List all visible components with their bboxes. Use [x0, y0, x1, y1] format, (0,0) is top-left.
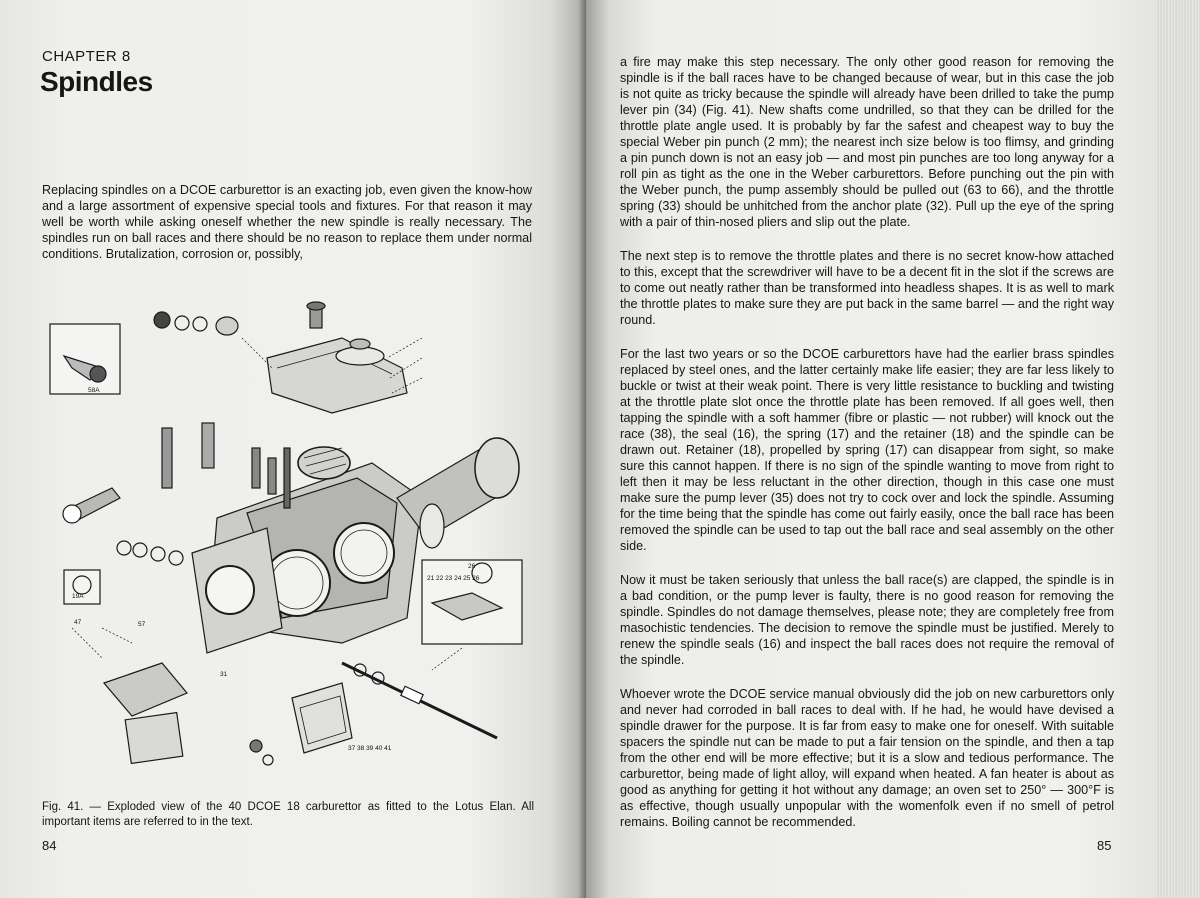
carburettor-exploded-diagram: [42, 298, 538, 790]
paragraph: Replacing spindles on a DCOE carburettor is an exacting job, even given the know-how and a large assortment of expensive special tools and fixtures. For that reason it may well be worth while asking oneself whether the new spindle is really necessary. The spindles run on ball races and there should be no reason to replace them under normal conditions. Brutalization, corrosion or, possibly,: [42, 183, 532, 261]
page-number-left: 84: [42, 838, 57, 853]
page-edges: [1156, 0, 1200, 898]
exploded-view-illustration: [42, 298, 538, 790]
label-47: 47: [74, 619, 82, 626]
figure-caption: Fig. 41. — Exploded view of the 40 DCOE 18 carburettor as fitted to the Lotus Elan. All important items are referred to in the text.: [42, 801, 534, 828]
chapter-title: Spindles: [40, 66, 153, 97]
label-26: 26: [468, 563, 476, 570]
label-21-26: 21 22 23 24 25 26: [427, 575, 480, 582]
right-body-text: [620, 54, 1114, 848]
chapter-label: CHAPTER 8: [42, 48, 131, 65]
paragraph: a fire may make this step necessary. The only other good reason for removing the spindle is if the ball races have to be changed because of wear, but in this case the job is not quite as tricky because the spindle will already have been drilled to take the pump lever pin (34) (Fig. 41). New shafts come undrilled, so that they can be drilled for the throttle plate angle used. It is probably by far the safest and cheapest way to buy the special Weber pin punch (2 mm); the nearest inch size below is too flimsy, and grinding a pin punch down is not an easy job — and most pin punches are too long anyway for a roll pin as tight as the one in the Weber carburettors. Before punching out the pin with the Weber punch, the pump assembly should be pulled out (63 to 66), and the throttle spring (33) should be unhitched from the anchor plate (32). Pull up the eye of the spring with a pair of thin-nosed pliers and slip out the plate.: [620, 55, 1114, 229]
label-57: 57: [138, 621, 146, 628]
label-58a: 58A: [88, 387, 100, 394]
paragraph: For the last two years or so the DCOE carburettors have had the earlier brass spindles replaced by steel ones, and the latter certainly make life easier; they are far less likely to buckle or twist at their weak point. There is very little resistance to buckling and twisting at the throttle plate slot once the throttle plate has been removed. If all goes well, then tapping the spindle with a soft hammer (fibre or plastic — not rubber) will knock out the race (38), the seal (16), the spring (17) and the retainer (18) and the spindle can be drawn out. Retainer (18), propelled by spring (17) can disappear from sight, so make sure this cannot happen. If there is no sign of the spindle wanting to move from right to left then it may be less reluctant in the other direction, though in this case one must make sure the pump lever (35) does not try to cock over and lock the spindle. Assuming for the time being that the spindle has come out fairly easily, once the ball race has been removed the spindle can be used to tap out the ball race and seal assembly on the other side.: [620, 347, 1114, 553]
paragraph: Now it must be taken seriously that unless the ball race(s) are clapped, the spindle is in a bad condition, or the pump lever is faulty, there is no good reason for removing the spindle. Spindles do not damage themselves, please note; they are completely free from masochistic tendencies. The decision to remove the spindle must be justified. Merely to renew the spindle seals (16) and inspect the ball races does not require the removal of the spindle.: [620, 573, 1114, 667]
label-31: 31: [220, 671, 228, 678]
left-body-text: [42, 182, 532, 280]
label-19a: 19A: [72, 593, 84, 600]
paragraph: The next step is to remove the throttle plates and there is no secret know-how attached to this, except that the screwdriver will have to be a decent fit in the slot if the screws are to come out neatly rather than be transformed into headless shapes. It is as well to mark the throttle plates to make sure they are put back in the same barrel — and the right way round.: [620, 249, 1114, 327]
paragraph: Whoever wrote the DCOE service manual obviously did the job on new carburettors only and never had corroded in ball races to deal with. If he had, he would have devised a spindle drawer for the purpose. It is far from easy to make one for oneself. With suitable spacers the spindle nut can be made to put a fair tension on the spindle, and then a tap from the other end will be more effective; but it is a slow and tedious performance. The carburettor, being made of light alloy, will expand when heated. A fan heater is about as good as anything for getting it hot without any damage; an oven set to 250° — 300°F is as effective, though usually unpopular with the womenfolk even if no smell of petrol remains. Boiling cannot be recommended.: [620, 687, 1114, 829]
label-37-41: 37 38 39 40 41: [348, 745, 392, 752]
page-number-right: 85: [1097, 838, 1112, 853]
